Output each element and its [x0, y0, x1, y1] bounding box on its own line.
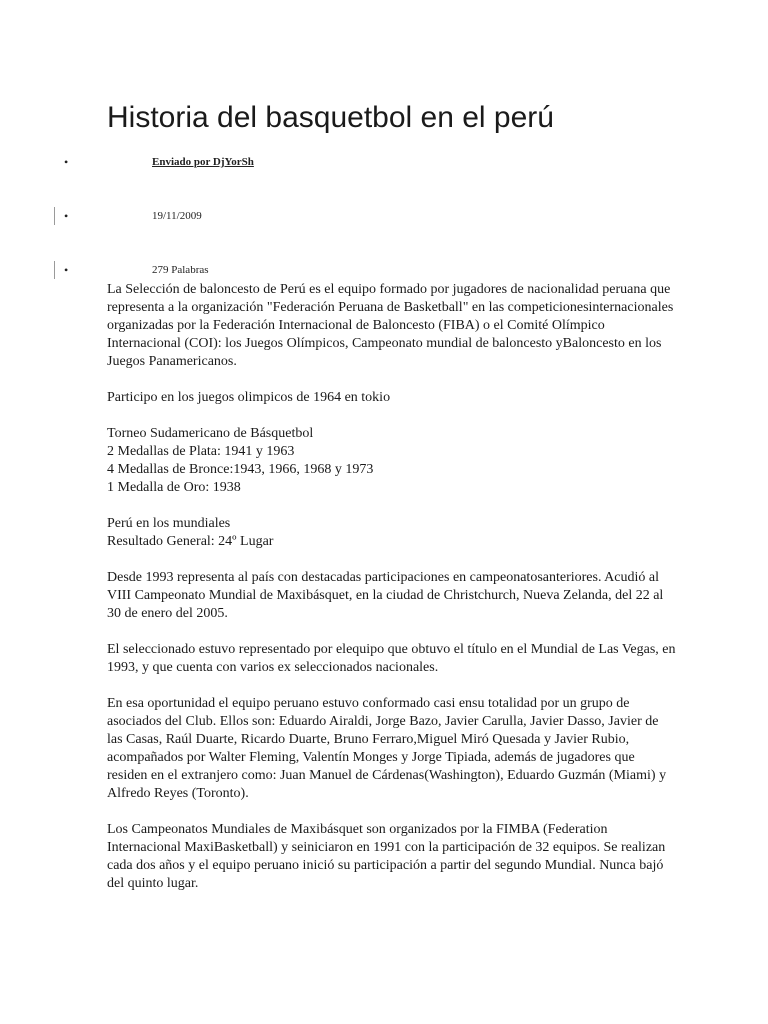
document-body — [107, 281, 677, 911]
divider — [54, 207, 55, 225]
author-text — [152, 152, 254, 172]
page-title: Historia del basquetbol en el perú — [107, 101, 554, 134]
mundiales-result: Resultado General: 24º Lugar — [107, 534, 274, 549]
author-row — [0, 152, 768, 172]
mundiales-heading: Perú en los mundiales — [107, 516, 231, 531]
sudamericano-heading: Torneo Sudamericano de Básquetbol — [107, 426, 314, 441]
fimba-paragraph: Los Campeonatos Mundiales de Maxibásquet son organizados por la FIMBA (Federation Internacional MaxiBasketball) y seiniciaron en 1991 con la participación de 32 equipos. Se realizan cada dos años y el equipo peruano inició su participación a partir del segundo Mundial. Nunca bajó del quinto lugar. — [107, 822, 666, 891]
divider — [54, 261, 55, 279]
gold-medals: 1 Medalla de Oro: 1938 — [107, 480, 241, 495]
bullet-icon: • — [64, 263, 69, 277]
mundiales-block — [107, 515, 677, 551]
bullet-icon: • — [64, 155, 69, 169]
publish-date: 19/11/2009 — [152, 210, 202, 222]
silver-medals: 2 Medallas de Plata: 1941 y 1963 — [107, 444, 295, 459]
seleccionado-paragraph: El seleccionado estuvo representado por elequipo que obtuvo el título en el Mundial de Las Vegas, en 1993, y que cuenta con varios ex seleccionados nacionales. — [107, 642, 676, 675]
intro-paragraph: La Selección de baloncesto de Perú es el equipo formado por jugadores de nacionalidad peruana que representa a la organización "Federación Peruana de Basketball" en las competicionesinternacionales organizadas por la Federación Internacional de Baloncesto (FIBA) o el Comité Olímpico Internacional (COI): los Juegos Olímpicos, Campeonato mundial de baloncesto yBaloncesto en los Juegos Panamericanos. — [107, 282, 674, 369]
date-row — [0, 206, 768, 226]
maxibasquet-paragraph: Desde 1993 representa al país con destacadas participaciones en campeonatosanteriores. Acudió al VIII Campeonato Mundial de Maxibásquet, en la ciudad de Christchurch, Nueva Zelanda, del 22 al 30 de enero del 2005. — [107, 570, 664, 621]
olympics-paragraph: Participo en los juegos olimpicos de 1964 en tokio — [107, 390, 391, 405]
word-count-row — [0, 260, 768, 280]
sudamericano-block — [107, 425, 677, 497]
author-link[interactable]: Enviado por DjYorSh — [152, 156, 254, 168]
word-count: 279 Palabras — [152, 264, 209, 276]
bullet-icon: • — [64, 209, 69, 223]
bronze-medals: 4 Medallas de Bronce:1943, 1966, 1968 y 1973 — [107, 462, 374, 477]
oportunidad-paragraph: En esa oportunidad el equipo peruano estuvo conformado casi ensu totalidad por un grupo de asociados del Club. Ellos son: Eduardo Airaldi, Jorge Bazo, Javier Carulla, Javier Dasso, Javier de las Casas, Raúl Duarte, Ricardo Duarte, Bruno Ferraro,Miguel Miró Quesada y Javier Rubio, acompañados por Walter Fleming, Valentín Monges y Jorge Tipiada, además de jugadores que residen en el extranjero como: Juan Manuel de Cárdenas(Washington), Eduardo Guzmán (Miami) y Alfredo Reyes (Toronto). — [107, 696, 667, 801]
